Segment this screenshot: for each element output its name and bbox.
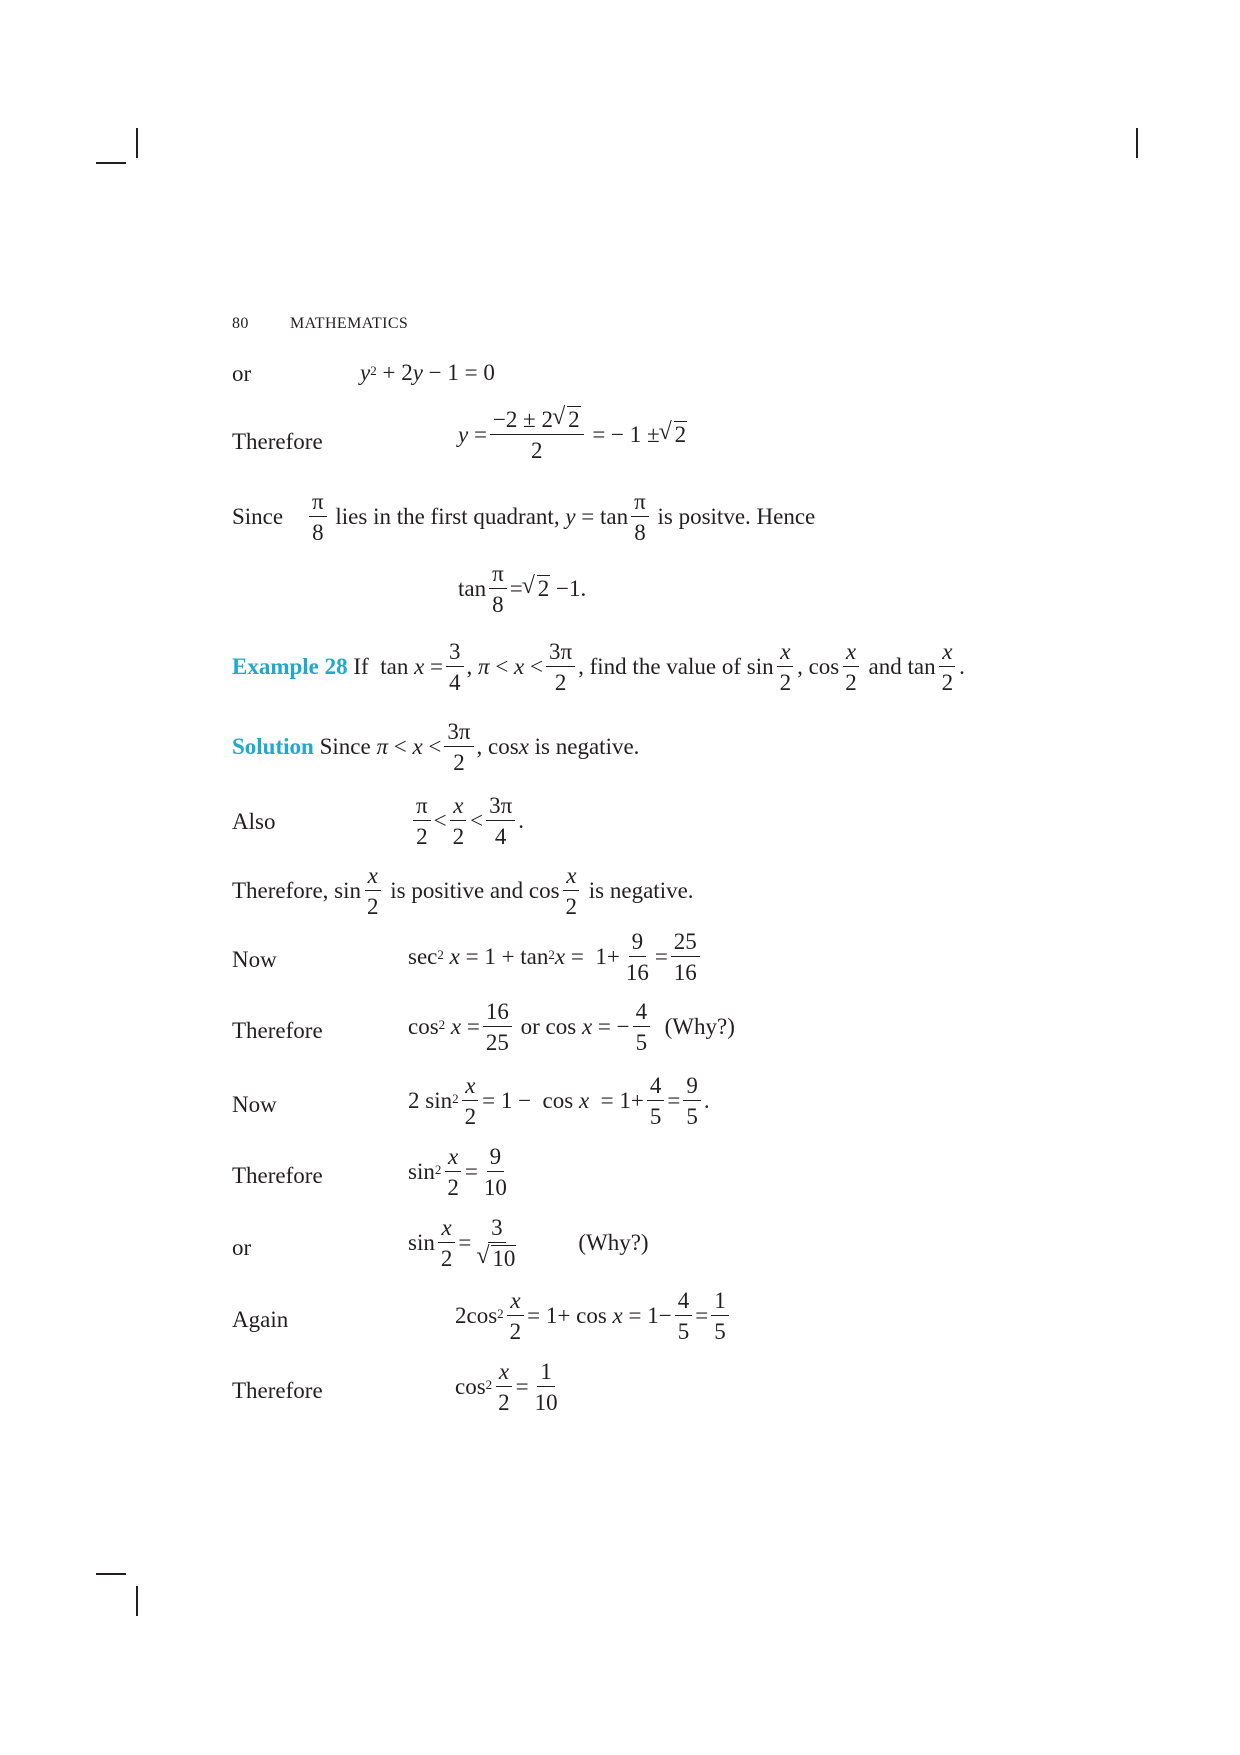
label-therefore-3: Therefore — [232, 1163, 323, 1188]
example-find: , find the value of — [578, 654, 741, 679]
equation-two-cos-squared: 2cos 2 $\frac{x}{2}$ = 1+ cos x = 1− $\frac{4}{5}$ = $\frac{1}{5}$ — [455, 1289, 732, 1343]
since-text-mid: lies in the first quadrant, — [335, 504, 560, 529]
equation-solve-y: y = $\frac{-2 \pm 2√ 2}{2}$ = − 1 ± √ 2 — [458, 408, 687, 462]
sign-statement: Therefore, sin $\frac{x}{2}$ is positive and cos $\frac{x}{2}$ is negative. — [232, 863, 694, 919]
example-and: and — [868, 654, 902, 679]
crop-mark-bottom-left-v — [136, 1586, 138, 1616]
solution-since: Since — [319, 734, 371, 759]
label-since: Since — [232, 504, 284, 529]
solution-negative: is negative. — [534, 734, 640, 759]
fraction: $\frac{-2 \pm 2√ 2}{2}$ — [490, 408, 584, 462]
crop-mark-top-right-v — [1136, 128, 1138, 158]
crop-mark-top-left-h — [96, 162, 126, 164]
label-again: Again — [232, 1307, 289, 1332]
equation-cos-squared: cos 2 x = $\frac{16}{25}$ or cos x = − $\frac{4}{5}$ (Why?) — [408, 999, 735, 1055]
example-label: Example 28 — [232, 654, 348, 679]
label-therefore-2: Therefore — [232, 1018, 323, 1043]
therefore-sin-text: Therefore, sin — [232, 878, 361, 903]
equation-cos-squared-half: cos 2 $\frac{x}{2}$ = $\frac{1}{10}$ — [455, 1359, 558, 1415]
equation-two-sin-squared: 2 sin 2 $\frac{x}{2}$ = 1 − cos x = 1+ $\frac{4}{5}$ = $\frac{9}{5}$ . — [408, 1073, 710, 1129]
inequality-half-angle: $\frac{\pi}{2}$ < $\frac{x}{2}$ < $\frac{3\pi}{4}$ . — [410, 794, 524, 848]
equation-sin-squared-half: sin 2 $\frac{x}{2}$ = $\frac{9}{10}$ — [408, 1144, 507, 1200]
label-now-1: Now — [232, 947, 277, 972]
equation-tan-pi-over-8: tan $\frac{\pi}{8}$ = √ 2 −1. — [458, 562, 586, 616]
equation-quadratic: y 2 + 2 y − 1 = 0 — [360, 360, 495, 385]
crop-mark-bottom-left-h — [96, 1573, 126, 1575]
equation-sin-half: sin $\frac{x}{2}$ = 3 √ 10 (Why?) — [408, 1216, 649, 1270]
label-therefore-1: Therefore — [232, 429, 323, 454]
is-negative-text: is negative. — [588, 878, 694, 903]
why-note-1: (Why?) — [664, 1014, 735, 1039]
label-therefore-4: Therefore — [232, 1378, 323, 1403]
positive-and-cos-text: is positive and cos — [390, 878, 560, 903]
label-now-2: Now — [232, 1092, 277, 1117]
label-also: Also — [232, 809, 276, 834]
why-note-2: (Why?) — [578, 1230, 649, 1255]
solution-label: Solution — [232, 734, 314, 759]
since-statement: $\frac{\pi}{8}$ lies in the first quadrant, y = tan $\frac{\pi}{8}$ is positve. Hence — [306, 490, 815, 544]
label-or-2: or — [232, 1235, 252, 1260]
since-text-end: is positve. Hence — [657, 504, 816, 529]
example-28: Example 28 If tan x = $\frac{3}{4}$ , π < x < $\frac{3\pi}{2}$ , find the value of sin $\frac{x}{2}$ , cos $\frac{x}{2}$ and tan $\frac{x}{2}$ . — [232, 639, 965, 695]
solution-line: Solution Since π < x < $\frac{3\pi}{2}$ , cos x is negative. — [232, 719, 640, 775]
label-or-1: or — [232, 361, 252, 386]
or-cos-text: or cos — [520, 1014, 577, 1039]
book-title: MATHEMATICS — [290, 315, 409, 332]
equation-sec-squared: sec 2 x = 1 + tan 2 x = 1+ $\frac{9}{16}$ = $\frac{25}{16}$ — [408, 930, 703, 984]
crop-mark-top-left-v — [136, 128, 138, 158]
example-if: If — [353, 654, 369, 679]
page-number: 80 — [232, 315, 249, 332]
